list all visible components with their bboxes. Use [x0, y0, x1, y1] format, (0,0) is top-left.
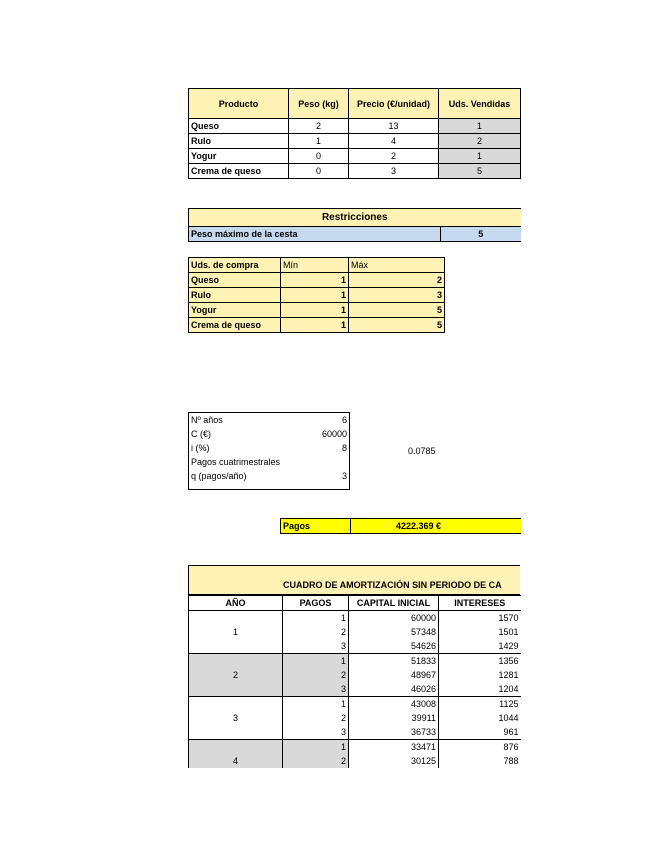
- intereses: 1044: [498, 713, 519, 723]
- product-precio[interactable]: 3: [349, 164, 439, 179]
- product-peso[interactable]: 1: [289, 134, 349, 149]
- table-row: [189, 273, 445, 288]
- payment-number: 1: [283, 697, 349, 712]
- limit-name: Queso: [189, 273, 281, 288]
- intereses: 1204: [498, 684, 519, 694]
- restriction-label: Peso máximo de la cesta: [189, 227, 441, 242]
- limit-min[interactable]: 1: [281, 273, 349, 288]
- limit-max[interactable]: 2: [349, 273, 445, 288]
- header-intereses: INTERESES: [439, 596, 521, 611]
- payment-number: 2: [283, 711, 349, 725]
- intereses: 1429: [498, 641, 519, 651]
- header-uds-vendidas: Uds. Vendidas: [439, 89, 521, 119]
- table-row: [189, 164, 521, 179]
- limit-min[interactable]: 1: [281, 303, 349, 318]
- capital-inicial: 39911: [349, 711, 439, 725]
- payment-number: 1: [283, 611, 349, 626]
- table-row: [189, 149, 521, 164]
- product-uds[interactable]: 1: [439, 149, 521, 164]
- intereses: 1125: [499, 699, 519, 709]
- product-uds[interactable]: 5: [439, 164, 521, 179]
- q-label: q (pagos/año): [191, 471, 247, 481]
- amortization-table: [188, 595, 521, 768]
- capital-inicial: 33471: [349, 740, 439, 755]
- product-peso[interactable]: 0: [289, 149, 349, 164]
- product-uds[interactable]: 1: [439, 119, 521, 134]
- product-name: Queso: [189, 119, 289, 134]
- product-name: Crema de queso: [189, 164, 289, 179]
- header-max: Máx: [349, 258, 445, 273]
- table-row: [189, 697, 521, 712]
- header-uds-compra: Uds. de compra: [189, 258, 281, 273]
- table-row: [189, 654, 521, 669]
- table-row: [189, 134, 521, 149]
- payment-number: 2: [283, 625, 349, 639]
- payment-number: 2: [283, 668, 349, 682]
- effective-rate[interactable]: 0.0785: [408, 446, 436, 456]
- payment-value[interactable]: 4222.369 €: [351, 519, 521, 534]
- header-capital: CAPITAL INICIAL: [349, 596, 439, 611]
- capital-label: C (€): [191, 429, 211, 439]
- products-table: [188, 88, 521, 179]
- intereses: 1281: [498, 670, 519, 680]
- restrictions-title: Restricciones: [189, 209, 521, 227]
- intereses: 961: [503, 727, 519, 737]
- table-row: [189, 288, 445, 303]
- table-row: [189, 740, 521, 755]
- year-cell: 3: [189, 697, 283, 740]
- limit-min[interactable]: 1: [281, 288, 349, 303]
- year-cell: 1: [189, 611, 283, 654]
- product-precio[interactable]: 2: [349, 149, 439, 164]
- intereses: 788: [503, 756, 519, 766]
- payment-label: Pagos: [281, 519, 351, 534]
- payment-number: 1: [283, 740, 349, 755]
- intereses: 1501: [498, 627, 519, 637]
- product-precio[interactable]: 13: [349, 119, 439, 134]
- product-name: Rulo: [189, 134, 289, 149]
- payments-label: Pagos cuatrimestrales: [191, 457, 281, 467]
- product-peso[interactable]: 2: [289, 119, 349, 134]
- years-label: Nº años: [191, 415, 223, 425]
- amortization-title-bar: [188, 565, 520, 595]
- restrictions-table: [188, 208, 521, 242]
- limit-max[interactable]: 5: [349, 303, 445, 318]
- table-row: [189, 318, 445, 333]
- capital-inicial: 57348: [349, 625, 439, 639]
- payment-number: 1: [283, 654, 349, 669]
- intereses: 876: [503, 742, 519, 752]
- product-precio[interactable]: 4: [349, 134, 439, 149]
- payment-row: [280, 518, 521, 534]
- capital-inicial: 30125: [349, 754, 439, 768]
- header-peso: Peso (kg): [289, 89, 349, 119]
- table-row: [189, 303, 445, 318]
- table-row: [189, 611, 521, 626]
- limit-max[interactable]: 3: [349, 288, 445, 303]
- capital-inicial: 51833: [349, 654, 439, 669]
- rate-label: i (%): [191, 443, 210, 453]
- header-min: Mín: [281, 258, 349, 273]
- payment-number: 2: [283, 754, 349, 768]
- rate-value[interactable]: 8: [341, 443, 347, 453]
- product-name: Yogur: [189, 149, 289, 164]
- intereses: 1570: [498, 613, 519, 623]
- capital-inicial: 54626: [349, 639, 439, 654]
- capital-inicial: 46026: [349, 682, 439, 697]
- restriction-value[interactable]: 5: [441, 227, 521, 242]
- limit-max[interactable]: 5: [349, 318, 445, 333]
- intereses: 1356: [498, 656, 519, 666]
- limit-name: Yogur: [189, 303, 281, 318]
- header-ano: AÑO: [189, 596, 283, 611]
- year-cell: 2: [189, 654, 283, 697]
- table-row: [189, 119, 521, 134]
- amortization-title: CUADRO DE AMORTIZACIÓN SIN PERIODO DE CA: [283, 580, 502, 590]
- capital-inicial: 43008: [349, 697, 439, 712]
- limit-name: Crema de queso: [189, 318, 281, 333]
- limit-name: Rulo: [189, 288, 281, 303]
- year-cell: 4: [189, 740, 283, 769]
- product-peso[interactable]: 0: [289, 164, 349, 179]
- product-uds[interactable]: 2: [439, 134, 521, 149]
- purchase-limits-table: [188, 257, 445, 333]
- loan-parameters: [188, 412, 350, 490]
- q-value[interactable]: 3: [341, 471, 347, 481]
- payment-number: 3: [283, 725, 349, 740]
- capital-inicial: 36733: [349, 725, 439, 740]
- years-value[interactable]: 6: [341, 415, 347, 425]
- capital-inicial: 60000: [349, 611, 439, 626]
- payment-number: 3: [283, 682, 349, 697]
- header-pagos: PAGOS: [283, 596, 349, 611]
- header-precio: Precio (€/unidad): [349, 89, 439, 119]
- header-producto: Producto: [189, 89, 289, 119]
- limit-min[interactable]: 1: [281, 318, 349, 333]
- capital-inicial: 48967: [349, 668, 439, 682]
- payment-number: 3: [283, 639, 349, 654]
- capital-value[interactable]: 60000: [321, 429, 347, 439]
